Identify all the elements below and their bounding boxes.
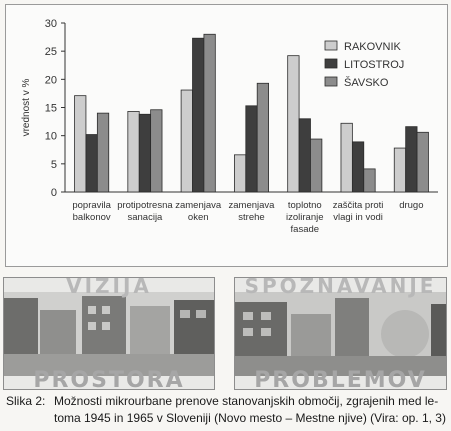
x-tick-label: sanacija — [127, 212, 163, 223]
bar — [246, 106, 257, 192]
bar — [341, 123, 352, 192]
y-tick-label: 20 — [44, 74, 57, 87]
bar — [151, 110, 162, 192]
bar — [75, 96, 86, 192]
panel-title-top: SPOZNAVANJE — [244, 277, 437, 298]
x-tick-label: fasade — [290, 224, 320, 235]
bar — [417, 132, 428, 192]
x-tick-label: oken — [187, 212, 209, 223]
legend-label: RAKOVNIK — [344, 41, 401, 53]
caption-line-2: toma 1945 in 1965 v Sloveniji (Novo mesto – Mestne njive) (Vira: op. 1, 3) — [54, 411, 446, 425]
bar — [204, 34, 215, 192]
caption-line-1: Možnosti mikrourbane prenove stanovanjskih območij, zgrajenih med le- — [54, 394, 439, 408]
y-tick-label: 25 — [44, 46, 57, 59]
panel-title-bottom: PROBLEMOV — [254, 368, 427, 390]
bar-chart — [5, 4, 448, 267]
bar — [97, 113, 108, 192]
x-tick-label: protipotresna — [117, 200, 173, 211]
y-axis-label: vrednost v % — [21, 78, 32, 137]
x-tick-label: zamenjava — [175, 200, 222, 211]
courtyard-photo — [235, 292, 447, 376]
bar — [352, 142, 363, 192]
y-tick-label: 15 — [44, 102, 57, 115]
bar — [364, 169, 375, 192]
panel-title-bottom: PROSTORA — [33, 368, 185, 390]
legend-swatch — [325, 41, 337, 50]
legend-swatch — [325, 77, 337, 86]
bar — [234, 155, 245, 192]
x-tick-label: izoliranje — [286, 212, 324, 223]
bar — [257, 83, 268, 192]
street-photo — [4, 292, 215, 376]
bar — [193, 38, 204, 192]
x-tick-label: balkonov — [72, 212, 111, 223]
bar — [394, 148, 405, 192]
x-tick-label: toplotno — [287, 200, 322, 211]
y-tick-label: 30 — [44, 18, 57, 30]
photo-panel-spoznavanje-problemov — [234, 277, 447, 390]
bar — [181, 90, 192, 192]
y-tick-label: 10 — [44, 130, 57, 143]
bar — [288, 56, 299, 192]
bar — [139, 114, 150, 192]
panel-title-top: VIZIJA — [66, 277, 152, 298]
x-tick-label: zamenjava — [228, 200, 275, 211]
photo-panel-vizija-prostora — [3, 277, 215, 390]
caption-prefix: Slika 2: — [6, 394, 46, 408]
x-tick-label: zaščita proti — [332, 200, 384, 211]
bar — [310, 139, 321, 192]
x-tick-label: popravila — [72, 200, 111, 211]
x-tick-label: drugo — [399, 200, 424, 211]
bar — [128, 111, 139, 192]
legend-swatch — [325, 59, 337, 68]
y-tick-label: 5 — [50, 158, 57, 171]
x-tick-label: vlagi in vodi — [333, 212, 383, 223]
y-tick-label: 0 — [50, 187, 57, 199]
legend-label: LITOSTROJ — [344, 59, 405, 71]
legend-label: ŠAVSKO — [344, 77, 389, 89]
bar — [406, 127, 417, 192]
bar — [299, 119, 310, 192]
x-tick-label: strehe — [238, 212, 265, 223]
bar — [86, 135, 97, 192]
